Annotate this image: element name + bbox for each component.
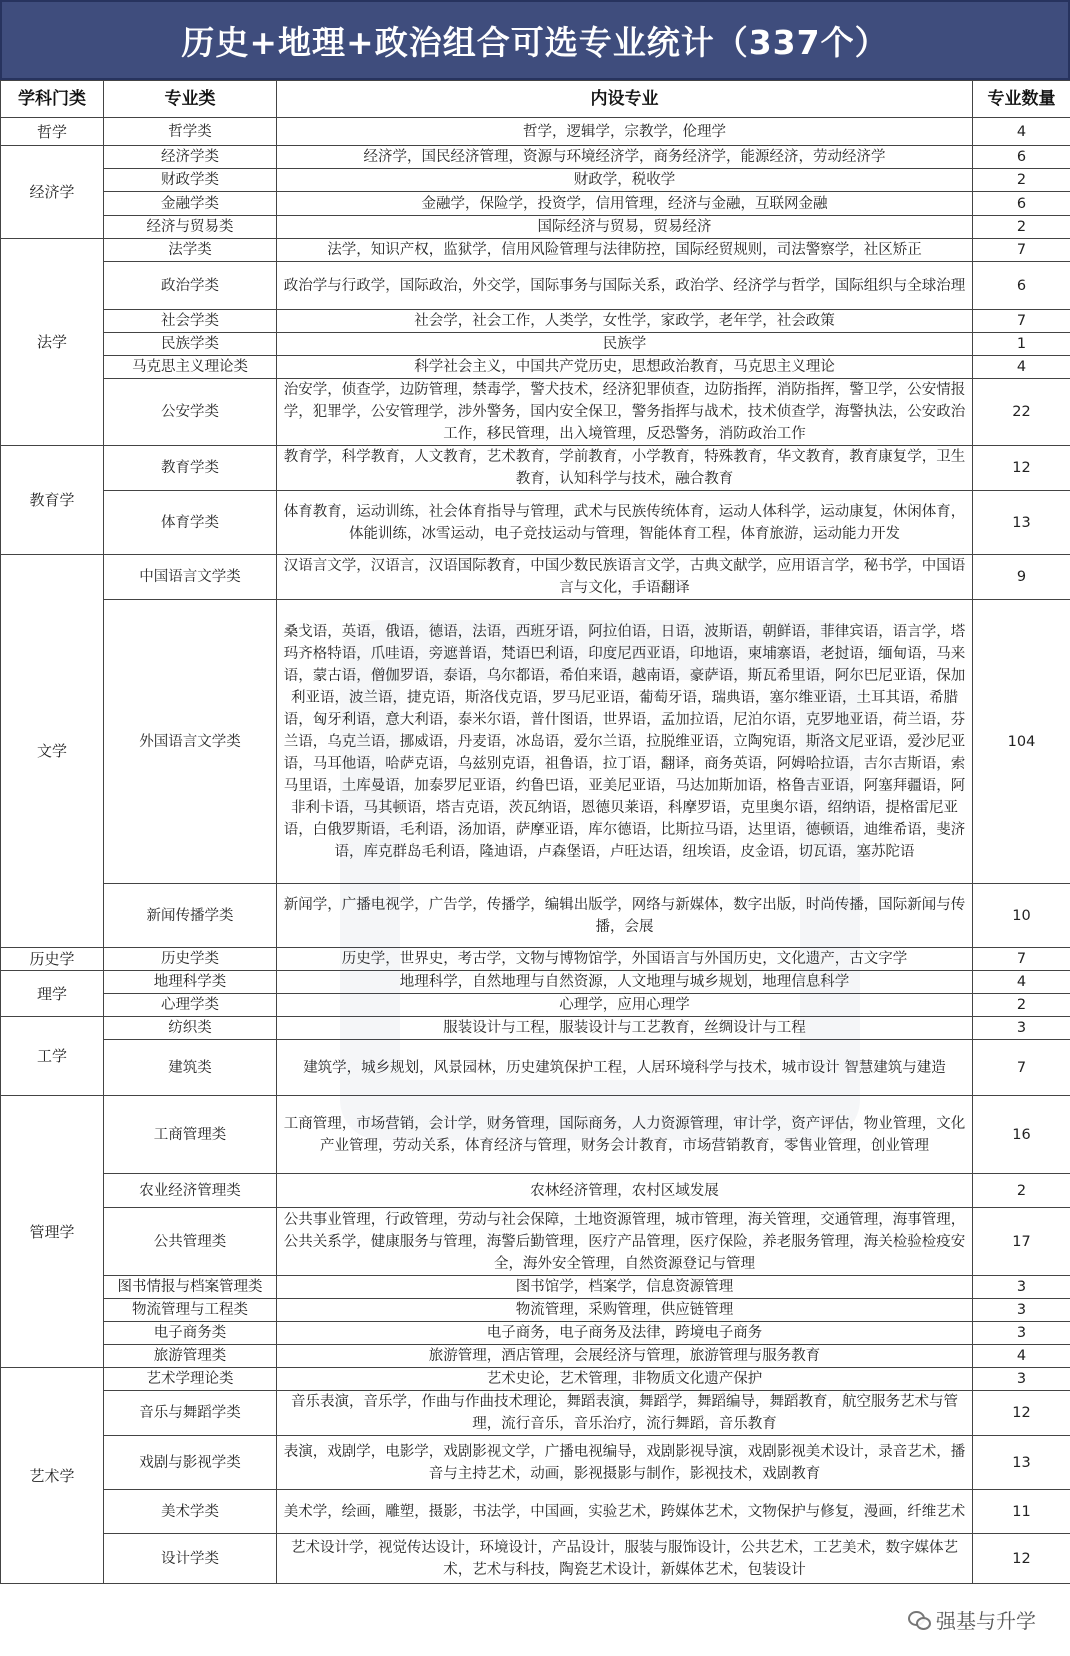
class-cell: 体育学类 bbox=[104, 491, 277, 555]
count-cell: 12 bbox=[973, 446, 1070, 491]
header-count: 专业数量 bbox=[973, 81, 1070, 118]
count-cell: 2 bbox=[973, 169, 1070, 192]
class-cell: 地理科学类 bbox=[104, 971, 277, 994]
class-cell: 民族学类 bbox=[104, 333, 277, 356]
header-category: 学科门类 bbox=[1, 81, 104, 118]
majors-cell: 心理学，应用心理学 bbox=[277, 994, 973, 1017]
table-row bbox=[1, 146, 1070, 169]
category-cell: 理学 bbox=[1, 971, 104, 1017]
majors-cell: 经济学，国民经济管理，资源与环境经济学，商务经济学，能源经济，劳动经济学 bbox=[277, 146, 973, 169]
majors-cell: 体育教育，运动训练，社会体育指导与管理，武术与民族传统体育，运动人体科学，运动康复，休闲体育，体能训练，冰雪运动，电子竞技运动与管理，智能体育工程，体育旅游，运动能力开发 bbox=[277, 491, 973, 555]
table-row bbox=[1, 310, 1070, 333]
table-row bbox=[1, 118, 1070, 146]
category-cell: 艺术学 bbox=[1, 1368, 104, 1584]
count-cell: 4 bbox=[973, 1345, 1070, 1368]
class-cell: 教育学类 bbox=[104, 446, 277, 491]
class-cell: 心理学类 bbox=[104, 994, 277, 1017]
majors-cell: 法学，知识产权，监狱学，信用风险管理与法律防控，国际经贸规则，司法警察学，社区矫正 bbox=[277, 239, 973, 262]
table-body bbox=[1, 118, 1070, 1584]
count-cell: 3 bbox=[973, 1299, 1070, 1322]
table-row bbox=[1, 379, 1070, 446]
table-row bbox=[1, 1299, 1070, 1322]
class-cell: 哲学类 bbox=[104, 118, 277, 146]
count-cell: 3 bbox=[973, 1368, 1070, 1391]
category-cell: 哲学 bbox=[1, 118, 104, 146]
class-cell: 经济与贸易类 bbox=[104, 216, 277, 239]
count-cell: 2 bbox=[973, 994, 1070, 1017]
table-row bbox=[1, 884, 1070, 948]
count-cell: 6 bbox=[973, 262, 1070, 310]
majors-table bbox=[0, 80, 1070, 1584]
category-cell: 管理学 bbox=[1, 1096, 104, 1368]
majors-cell: 电子商务，电子商务及法律，跨境电子商务 bbox=[277, 1322, 973, 1345]
count-cell: 12 bbox=[973, 1534, 1070, 1584]
count-cell: 13 bbox=[973, 491, 1070, 555]
class-cell: 建筑类 bbox=[104, 1040, 277, 1096]
table-row bbox=[1, 1322, 1070, 1345]
majors-cell: 政治学与行政学，国际政治，外交学，国际事务与国际关系，政治学、经济学与哲学，国际组织与全球治理 bbox=[277, 262, 973, 310]
count-cell: 17 bbox=[973, 1208, 1070, 1276]
table-row bbox=[1, 446, 1070, 491]
table-row bbox=[1, 1368, 1070, 1391]
count-cell: 6 bbox=[973, 192, 1070, 216]
class-cell: 纺织类 bbox=[104, 1017, 277, 1040]
class-cell: 历史学类 bbox=[104, 948, 277, 971]
count-cell: 7 bbox=[973, 948, 1070, 971]
table-row bbox=[1, 192, 1070, 216]
count-cell: 7 bbox=[973, 1040, 1070, 1096]
majors-cell: 桑戈语，英语，俄语，德语，法语，西班牙语，阿拉伯语，日语，波斯语，朝鲜语，菲律宾语，语言学，塔玛齐格特语，爪哇语，旁遮普语，梵语巴利语，印度尼西亚语，印地语，柬埔寨语，老挝语，缅甸语，马来语，蒙古语，僧伽罗语，泰语，乌尔都语，希伯来语，越南语，豪萨语，斯瓦希里语，阿尔巴尼亚语，保加利亚语，波兰语，捷克语，斯洛伐克语，罗马尼亚语，葡萄牙语，瑞典语，塞尔维亚语，土耳其语，希腊语，匈牙利语，意大利语，泰米尔语，普什图语，世界语，孟加拉语，尼泊尔语，克罗地亚语，荷兰语，芬兰语，乌克兰语，挪威语，丹麦语，冰岛语，爱尔兰语，拉脱维亚语，立陶宛语，斯洛文尼亚语，爱沙尼亚语，马耳他语，哈萨克语，乌兹别克语，祖鲁语，拉丁语，翻译，商务英语，阿姆哈拉语，吉尔吉斯语，索马里语，土库曼语，加泰罗尼亚语，约鲁巴语，亚美尼亚语，马达加斯加语，格鲁吉亚语，阿塞拜疆语，阿非利卡语，马其顿语，塔吉克语，茨瓦纳语，恩德贝莱语，科摩罗语，克里奥尔语，绍纳语，提格雷尼亚语，白俄罗斯语，毛利语，汤加语，萨摩亚语，库尔德语，比斯拉马语，达里语，德顿语，迪维希语，斐济语，库克群岛毛利语，隆迪语，卢森堡语，卢旺达语，纽埃语，皮金语，切瓦语，塞苏陀语 bbox=[277, 600, 973, 884]
majors-cell: 历史学，世界史，考古学，文物与博物馆学，外国语言与外国历史，文化遗产，古文字学 bbox=[277, 948, 973, 971]
majors-cell: 农林经济管理，农村区域发展 bbox=[277, 1174, 973, 1208]
count-cell: 22 bbox=[973, 379, 1070, 446]
count-cell: 13 bbox=[973, 1436, 1070, 1490]
table-row bbox=[1, 1391, 1070, 1436]
watermark-footer bbox=[902, 1603, 1042, 1636]
class-cell: 艺术学理论类 bbox=[104, 1368, 277, 1391]
table-row bbox=[1, 600, 1070, 884]
table-row bbox=[1, 169, 1070, 192]
class-cell: 物流管理与工程类 bbox=[104, 1299, 277, 1322]
table-row bbox=[1, 1017, 1070, 1040]
count-cell: 9 bbox=[973, 555, 1070, 600]
majors-cell: 图书馆学，档案学，信息资源管理 bbox=[277, 1276, 973, 1299]
class-cell: 社会学类 bbox=[104, 310, 277, 333]
header-class: 专业类 bbox=[104, 81, 277, 118]
class-cell: 马克思主义理论类 bbox=[104, 356, 277, 379]
majors-cell: 物流管理，采购管理，供应链管理 bbox=[277, 1299, 973, 1322]
wechat-icon bbox=[908, 1611, 930, 1629]
count-cell: 4 bbox=[973, 356, 1070, 379]
table-row bbox=[1, 1174, 1070, 1208]
count-cell: 1 bbox=[973, 333, 1070, 356]
table-row bbox=[1, 948, 1070, 971]
count-cell: 11 bbox=[973, 1490, 1070, 1534]
class-cell: 图书情报与档案管理类 bbox=[104, 1276, 277, 1299]
class-cell: 财政学类 bbox=[104, 169, 277, 192]
majors-cell: 旅游管理，酒店管理，会展经济与管理，旅游管理与服务教育 bbox=[277, 1345, 973, 1368]
count-cell: 4 bbox=[973, 118, 1070, 146]
class-cell: 经济学类 bbox=[104, 146, 277, 169]
count-cell: 3 bbox=[973, 1017, 1070, 1040]
class-cell: 政治学类 bbox=[104, 262, 277, 310]
category-cell: 法学 bbox=[1, 239, 104, 446]
table-row bbox=[1, 1534, 1070, 1584]
class-cell: 新闻传播学类 bbox=[104, 884, 277, 948]
count-cell: 7 bbox=[973, 310, 1070, 333]
majors-cell: 艺术史论，艺术管理，非物质文化遗产保护 bbox=[277, 1368, 973, 1391]
majors-cell: 治安学，侦查学，边防管理，禁毒学，警犬技术，经济犯罪侦查，边防指挥，消防指挥，警卫学，公安情报学，犯罪学，公安管理学，涉外警务，国内安全保卫，警务指挥与战术，技术侦查学，海警执法，公安政治工作，移民管理，出入境管理，反恐警务，消防政治工作 bbox=[277, 379, 973, 446]
count-cell: 16 bbox=[973, 1096, 1070, 1174]
class-cell: 美术学类 bbox=[104, 1490, 277, 1534]
table-row bbox=[1, 356, 1070, 379]
class-cell: 音乐与舞蹈学类 bbox=[104, 1391, 277, 1436]
count-cell: 6 bbox=[973, 146, 1070, 169]
count-cell: 12 bbox=[973, 1391, 1070, 1436]
table-row bbox=[1, 1276, 1070, 1299]
table-row bbox=[1, 1096, 1070, 1174]
count-cell: 3 bbox=[973, 1322, 1070, 1345]
majors-cell: 表演，戏剧学，电影学，戏剧影视文学，广播电视编导，戏剧影视导演，戏剧影视美术设计，录音艺术，播音与主持艺术，动画，影视摄影与制作，影视技术，戏剧教育 bbox=[277, 1436, 973, 1490]
majors-cell: 公共事业管理，行政管理，劳动与社会保障，土地资源管理，城市管理，海关管理，交通管理，海事管理，公共关系学，健康服务与管理，海警后勤管理，医疗产品管理，医疗保险，养老服务管理，海关检验检疫安全，海外安全管理，自然资源登记与管理 bbox=[277, 1208, 973, 1276]
majors-cell: 哲学，逻辑学，宗教学，伦理学 bbox=[277, 118, 973, 146]
majors-cell: 教育学，科学教育，人文教育，艺术教育，学前教育，小学教育，特殊教育，华文教育，教育康复学，卫生教育，认知科学与技术，融合教育 bbox=[277, 446, 973, 491]
table-row bbox=[1, 491, 1070, 555]
table-row bbox=[1, 1040, 1070, 1096]
class-cell: 设计学类 bbox=[104, 1534, 277, 1584]
count-cell: 2 bbox=[973, 216, 1070, 239]
table-row bbox=[1, 333, 1070, 356]
class-cell: 外国语言文学类 bbox=[104, 600, 277, 884]
majors-cell: 艺术设计学，视觉传达设计，环境设计，产品设计，服装与服饰设计，公共艺术，工艺美术，数字媒体艺术，艺术与科技，陶瓷艺术设计，新媒体艺术，包装设计 bbox=[277, 1534, 973, 1584]
class-cell: 农业经济管理类 bbox=[104, 1174, 277, 1208]
majors-cell: 汉语言文学，汉语言，汉语国际教育，中国少数民族语言文学，古典文献学，应用语言学，秘书学，中国语言与文化，手语翻译 bbox=[277, 555, 973, 600]
table-row bbox=[1, 1208, 1070, 1276]
count-cell: 104 bbox=[973, 600, 1070, 884]
footer-label: 强基与升学 bbox=[936, 1609, 1036, 1633]
majors-cell: 社会学，社会工作，人类学，女性学，家政学，老年学，社会政策 bbox=[277, 310, 973, 333]
table-row bbox=[1, 239, 1070, 262]
count-cell: 4 bbox=[973, 971, 1070, 994]
table-row bbox=[1, 1436, 1070, 1490]
class-cell: 法学类 bbox=[104, 239, 277, 262]
majors-cell: 服装设计与工程，服装设计与工艺教育，丝绸设计与工程 bbox=[277, 1017, 973, 1040]
table-row bbox=[1, 555, 1070, 600]
category-cell: 教育学 bbox=[1, 446, 104, 555]
category-cell: 文学 bbox=[1, 555, 104, 948]
majors-cell: 音乐表演，音乐学，作曲与作曲技术理论，舞蹈表演，舞蹈学，舞蹈编导，舞蹈教育，航空服务艺术与管理，流行音乐，音乐治疗，流行舞蹈，音乐教育 bbox=[277, 1391, 973, 1436]
header-majors: 内设专业 bbox=[277, 81, 973, 118]
class-cell: 金融学类 bbox=[104, 192, 277, 216]
page-title: 历史+地理+政治组合可选专业统计（337个） bbox=[181, 22, 889, 62]
class-cell: 旅游管理类 bbox=[104, 1345, 277, 1368]
table-row bbox=[1, 1345, 1070, 1368]
class-cell: 中国语言文学类 bbox=[104, 555, 277, 600]
category-cell: 工学 bbox=[1, 1017, 104, 1096]
table-header-row bbox=[1, 81, 1070, 118]
count-cell: 2 bbox=[973, 1174, 1070, 1208]
majors-cell: 建筑学，城乡规划，风景园林，历史建筑保护工程，人居环境科学与技术，城市设计 智慧建筑与建造 bbox=[277, 1040, 973, 1096]
majors-cell: 美术学，绘画，雕塑，摄影，书法学，中国画，实验艺术，跨媒体艺术，文物保护与修复，漫画，纤维艺术 bbox=[277, 1490, 973, 1534]
majors-cell: 新闻学，广播电视学，广告学，传播学，编辑出版学，网络与新媒体，数字出版，时尚传播，国际新闻与传播，会展 bbox=[277, 884, 973, 948]
count-cell: 3 bbox=[973, 1276, 1070, 1299]
class-cell: 戏剧与影视学类 bbox=[104, 1436, 277, 1490]
majors-cell: 财政学，税收学 bbox=[277, 169, 973, 192]
majors-cell: 地理科学，自然地理与自然资源，人文地理与城乡规划，地理信息科学 bbox=[277, 971, 973, 994]
table-row bbox=[1, 1490, 1070, 1534]
class-cell: 电子商务类 bbox=[104, 1322, 277, 1345]
table-row bbox=[1, 971, 1070, 994]
majors-cell: 国际经济与贸易，贸易经济 bbox=[277, 216, 973, 239]
table-row bbox=[1, 262, 1070, 310]
count-cell: 7 bbox=[973, 239, 1070, 262]
majors-cell: 工商管理，市场营销，会计学，财务管理，国际商务，人力资源管理，审计学，资产评估，物业管理，文化产业管理，劳动关系，体育经济与管理，财务会计教育，市场营销教育，零售业管理，创业管理 bbox=[277, 1096, 973, 1174]
majors-cell: 科学社会主义，中国共产党历史，思想政治教育，马克思主义理论 bbox=[277, 356, 973, 379]
class-cell: 工商管理类 bbox=[104, 1096, 277, 1174]
category-cell: 历史学 bbox=[1, 948, 104, 971]
category-cell: 经济学 bbox=[1, 146, 104, 239]
count-cell: 10 bbox=[973, 884, 1070, 948]
title-banner bbox=[0, 0, 1070, 80]
table-row bbox=[1, 994, 1070, 1017]
majors-cell: 金融学，保险学，投资学，信用管理，经济与金融，互联网金融 bbox=[277, 192, 973, 216]
majors-cell: 民族学 bbox=[277, 333, 973, 356]
class-cell: 公安学类 bbox=[104, 379, 277, 446]
table-row bbox=[1, 216, 1070, 239]
class-cell: 公共管理类 bbox=[104, 1208, 277, 1276]
